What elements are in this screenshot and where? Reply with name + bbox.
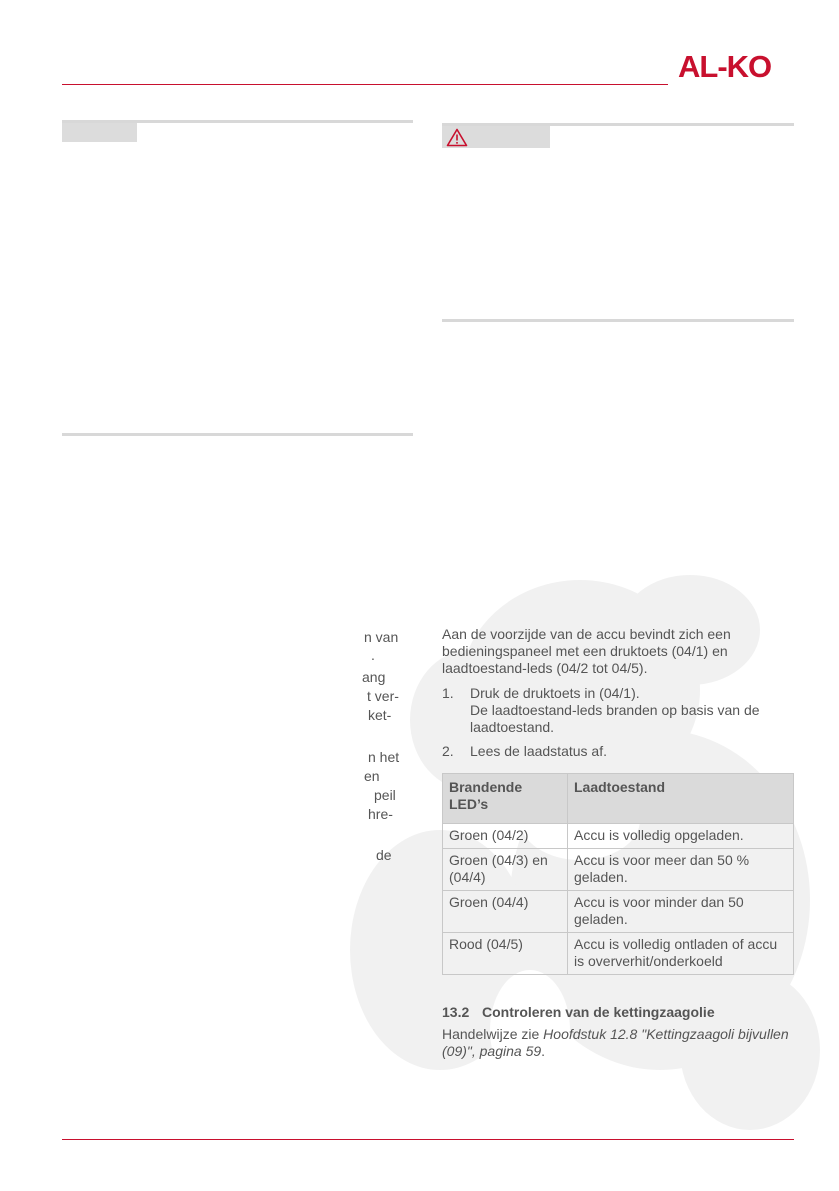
left-fragment: ket- (368, 707, 392, 723)
chapter-reference-link[interactable]: Hoofdstuk 12.8 "Kettingzaagoli bijvullen (09)", pagina 59 (442, 1026, 789, 1059)
table-row (443, 933, 794, 975)
section-body (442, 1026, 792, 1060)
left-fragment: n van (364, 629, 399, 645)
section-title: Controleren van de kettingzaagolie (482, 1004, 715, 1020)
left-fragment: peil (374, 787, 396, 803)
table-row (443, 824, 794, 849)
table-cell: Groen (04/2) (443, 824, 568, 849)
table-cell: Rood (04/5) (443, 933, 568, 975)
table-row (443, 849, 794, 891)
step-instruction: Druk de druktoets in (04/1). (470, 685, 640, 701)
step-1 (442, 685, 792, 737)
step-instruction: Lees de laadstatus af. (470, 743, 607, 759)
table-row (443, 891, 794, 933)
column-header: Laadtoestand (568, 774, 794, 824)
step-result: De laadtoestand-leds branden op basis van de laadtoestand. (470, 702, 760, 735)
intro-paragraph: Aan de voorzijde van de accu bevindt zich een bedieningspaneel met een druktoets (04/1) en laadtoestand-leds (04/2 tot 04/5). (442, 626, 731, 676)
charge-status-table (442, 773, 794, 975)
section-number: 13.2 (442, 1004, 470, 1020)
left-fragment: . (371, 647, 375, 663)
table-cell: Groen (04/3) en (04/4) (443, 849, 568, 891)
al-ko-logo (678, 50, 798, 82)
table-cell: Accu is voor meer dan 50 % geladen. (568, 849, 794, 891)
table-cell: Accu is volledig ontladen of accu is oververhit/onderkoeld (568, 933, 794, 975)
left-fragment: n het (368, 749, 400, 765)
left-notice-label-box (62, 123, 137, 142)
step-2 (442, 743, 792, 760)
section-body-prefix: Handelwijze zie (442, 1026, 544, 1042)
column-header: Brandende LED’s (443, 774, 568, 824)
left-fragment: hre- (368, 806, 393, 822)
section-heading (442, 1004, 715, 1021)
step-number: 2. (442, 743, 454, 759)
header-rule (62, 84, 668, 85)
footer-rule (62, 1139, 794, 1140)
table-cell: Accu is volledig opgeladen. (568, 824, 794, 849)
left-fragment: en (364, 768, 380, 784)
left-notice-bottom-rule (62, 433, 413, 436)
table-cell: Groen (04/4) (443, 891, 568, 933)
warning-triangle-icon (446, 128, 468, 147)
left-fragment: ang (362, 669, 386, 685)
warning-bottom-rule (442, 319, 794, 322)
section-body-suffix: . (541, 1043, 546, 1059)
step-number: 1. (442, 685, 454, 701)
table-header-row (443, 774, 794, 824)
left-fragment: t ver- (367, 688, 399, 704)
table-cell: Accu is voor minder dan 50 geladen. (568, 891, 794, 933)
svg-text:AL-KO: AL-KO (678, 50, 772, 82)
left-fragment: de (376, 847, 392, 863)
